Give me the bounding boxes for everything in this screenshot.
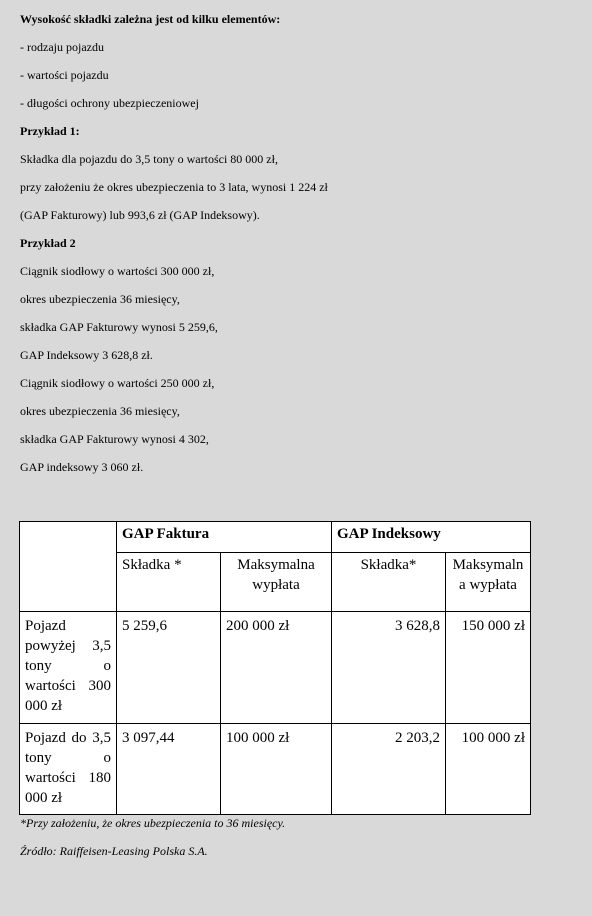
cell-faktura-skladka: 5 259,6	[117, 612, 221, 724]
example2-line: okres ubezpieczenia 36 miesięcy,	[20, 292, 180, 306]
example2-line: składka GAP Fakturowy wynosi 4 302,	[20, 432, 209, 446]
footnote: *Przy założeniu, że okres ubezpieczenia to 36 miesięcy.	[20, 816, 286, 830]
cell-indeks-skladka: 3 628,8	[332, 612, 446, 724]
example2-line: Ciągnik siodłowy o wartości 300 000 zł,	[20, 264, 215, 278]
row-label: Pojazd powyżej 3,5 tony o wartości 300 000 zł	[20, 612, 117, 724]
column-header-maksymalna-wyplata: Maksymaln a wypłata	[446, 553, 531, 612]
table-row	[20, 724, 531, 815]
cell-indeks-skladka: 2 203,2	[332, 724, 446, 815]
cell-indeks-wyplata: 150 000 zł	[446, 612, 531, 724]
table-notes	[20, 815, 285, 871]
column-header-skladka: Składka*	[332, 553, 446, 612]
cell-indeks-wyplata: 100 000 zł	[446, 724, 531, 815]
cell-faktura-skladka: 3 097,44	[117, 724, 221, 815]
table-corner-cell	[20, 522, 117, 612]
example2-line: Ciągnik siodłowy o wartości 250 000 zł,	[20, 376, 215, 390]
column-header-maksymalna-wyplata: Maksymalna wypłata	[221, 553, 332, 612]
cell-faktura-wyplata: 100 000 zł	[221, 724, 332, 815]
table-row	[20, 612, 531, 724]
example2-line: GAP Indeksowy 3 628,8 zł.	[20, 348, 153, 362]
example1-line: Składka dla pojazdu do 3,5 tony o wartości 80 000 zł,	[20, 152, 278, 166]
cell-faktura-wyplata: 200 000 zł	[221, 612, 332, 724]
column-header-skladka: Składka *	[117, 553, 221, 612]
example2-line: składka GAP Fakturowy wynosi 5 259,6,	[20, 320, 218, 334]
intro-heading: Wysokość składki zależna jest od kilku elementów:	[20, 12, 281, 26]
example2-line: okres ubezpieczenia 36 miesięcy,	[20, 404, 180, 418]
group-header-gap-indeksowy: GAP Indeksowy	[332, 522, 531, 553]
intro-item: - rodzaju pojazdu	[20, 40, 104, 54]
example1-line: (GAP Fakturowy) lub 993,6 zł (GAP Indeksowy).	[20, 208, 260, 222]
example1-heading: Przykład 1:	[20, 124, 80, 138]
example2-heading: Przykład 2	[20, 236, 76, 250]
table-header-row	[20, 522, 531, 553]
article-text	[20, 11, 328, 487]
example2-line: GAP indeksowy 3 060 zł.	[20, 460, 144, 474]
group-header-gap-faktura: GAP Faktura	[117, 522, 332, 553]
intro-item: - długości ochrony ubezpieczeniowej	[20, 96, 199, 110]
premium-table	[19, 521, 531, 815]
intro-item: - wartości pojazdu	[20, 68, 109, 82]
source-note: Źródło: Raiffeisen-Leasing Polska S.A.	[20, 844, 208, 858]
row-label: Pojazd do 3,5 tony o wartości 180 000 zł	[20, 724, 117, 815]
example1-line: przy założeniu że okres ubezpieczenia to 3 lata, wynosi 1 224 zł	[20, 180, 328, 194]
